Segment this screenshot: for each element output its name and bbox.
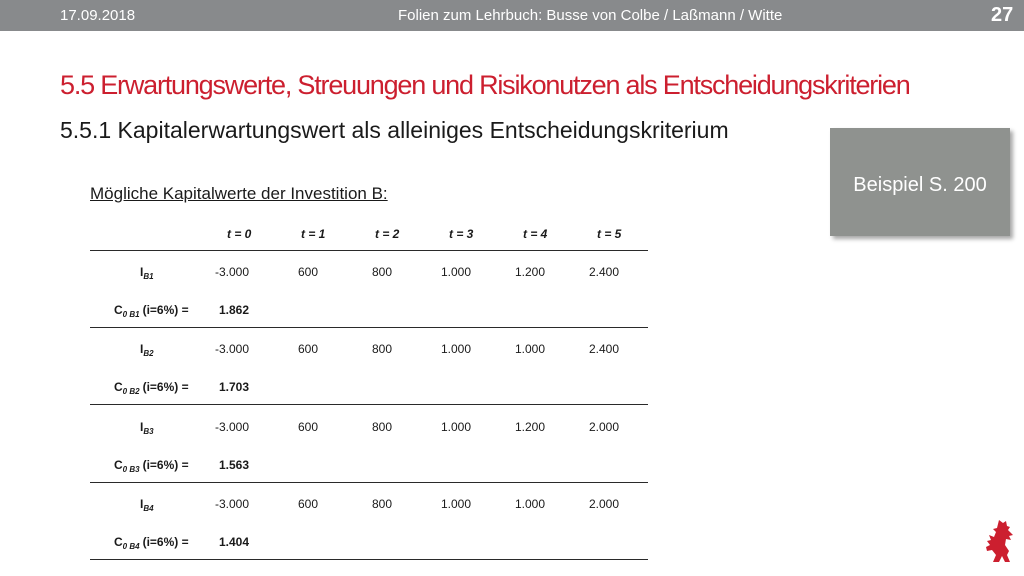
kapitalwert-value: 1.862 <box>219 303 250 317</box>
table-cell: 1.000 <box>441 497 472 511</box>
top-bar <box>0 0 1024 31</box>
kapitalwert-label <box>114 303 189 319</box>
table-divider <box>90 327 648 328</box>
table-caption: Mögliche Kapitalwerte der Investition B: <box>90 184 388 203</box>
kapitalwert-interest-rate: (i=6%) = <box>142 458 189 472</box>
row-label <box>140 420 154 436</box>
table-cell: 800 <box>372 497 393 511</box>
row-label-main: I <box>140 420 144 434</box>
table-cell: 1.000 <box>441 342 472 356</box>
kapitalwert-interest-rate: (i=6%) = <box>142 535 189 549</box>
table-cell: 1.200 <box>515 265 546 279</box>
kapitalwert-label-sub: 0 B1 <box>122 310 140 319</box>
row-label-sub: B1 <box>143 272 154 281</box>
table-cell: 2.000 <box>589 497 620 511</box>
example-reference-box <box>830 128 1010 236</box>
table-cell: 800 <box>372 342 393 356</box>
table-divider <box>90 482 648 483</box>
table-cell: -3.000 <box>215 342 250 356</box>
row-label-sub: B4 <box>143 504 154 513</box>
row-label-main: I <box>140 342 144 356</box>
table-cell: 600 <box>298 265 319 279</box>
table-cell: 800 <box>372 265 393 279</box>
kapitalwert-label-sub: 0 B3 <box>122 465 140 474</box>
table-cell: 1.000 <box>515 497 546 511</box>
table-cell: 2.400 <box>589 265 620 279</box>
table-cell: 1.000 <box>441 265 472 279</box>
example-label: Beispiel S. 200 <box>853 174 987 196</box>
kapitalwert-interest-rate: (i=6%) = <box>142 380 189 394</box>
table-cell: 2.400 <box>589 342 620 356</box>
table-cell: 600 <box>298 420 319 434</box>
header-cell: t = 2 <box>375 227 400 241</box>
page-number: 27 <box>991 4 1014 26</box>
table-row <box>0 420 1024 440</box>
slide-subtitle: 5.5.1 Kapitalerwartungswert als alleiniges Entscheidungskriterium <box>60 117 729 143</box>
header-cell: t = 1 <box>301 227 326 241</box>
kapitalwert-label-main: C <box>114 380 123 394</box>
header-cell: t = 4 <box>523 227 548 241</box>
table-cell: -3.000 <box>215 265 250 279</box>
table-cell: 1.000 <box>515 342 546 356</box>
row-label-sub: B2 <box>143 349 154 358</box>
kapitalwert-label-sub: 0 B4 <box>122 542 140 551</box>
table-cell: -3.000 <box>215 420 250 434</box>
kapitalwert-row <box>0 303 1024 323</box>
kapitalwert-label-main: C <box>114 535 123 549</box>
table-cell: 600 <box>298 497 319 511</box>
kapitalwert-interest-rate: (i=6%) = <box>142 303 189 317</box>
row-label <box>140 342 154 358</box>
row-label-main: I <box>140 497 144 511</box>
footer-text: Folien zum Lehrbuch: Busse von Colbe / Laßmann / Witte <box>398 7 783 24</box>
table-cell: -3.000 <box>215 497 250 511</box>
kapitalwert-label-main: C <box>114 458 123 472</box>
slide-title: 5.5 Erwartungswerte, Streuungen und Risikonutzen als Entscheidungskriterien <box>60 70 910 100</box>
table-divider <box>90 250 648 251</box>
table-row <box>0 342 1024 362</box>
table-cell: 800 <box>372 420 393 434</box>
kapitalwert-row <box>0 535 1024 555</box>
kapitalwert-label <box>114 535 189 551</box>
row-label-sub: B3 <box>143 427 154 436</box>
row-label <box>140 497 154 513</box>
kapitalwert-value: 1.404 <box>219 535 250 549</box>
table-divider <box>90 559 648 560</box>
table-cell: 1.200 <box>515 420 546 434</box>
slide-date: 17.09.2018 <box>60 7 136 24</box>
row-label-main: I <box>140 265 144 279</box>
table-cell: 600 <box>298 342 319 356</box>
table-row <box>0 265 1024 285</box>
header-cell: t = 3 <box>449 227 474 241</box>
kapitalwert-label <box>114 458 189 474</box>
kapitalwert-row <box>0 458 1024 478</box>
berlin-bear-icon <box>978 518 1018 572</box>
kapitalwert-value: 1.563 <box>219 458 250 472</box>
table-cell: 2.000 <box>589 420 620 434</box>
kapitalwert-label-main: C <box>114 303 123 317</box>
table-header-row <box>0 227 1024 247</box>
header-cell: t = 5 <box>597 227 622 241</box>
kapitalwert-label-sub: 0 B2 <box>122 387 140 396</box>
kapitalwert-label <box>114 380 189 396</box>
table-divider <box>90 404 648 405</box>
table-row <box>0 497 1024 517</box>
header-cell: t = 0 <box>227 227 252 241</box>
row-label <box>140 265 154 281</box>
table-cell: 1.000 <box>441 420 472 434</box>
kapitalwert-row <box>0 380 1024 400</box>
kapitalwert-value: 1.703 <box>219 380 250 394</box>
